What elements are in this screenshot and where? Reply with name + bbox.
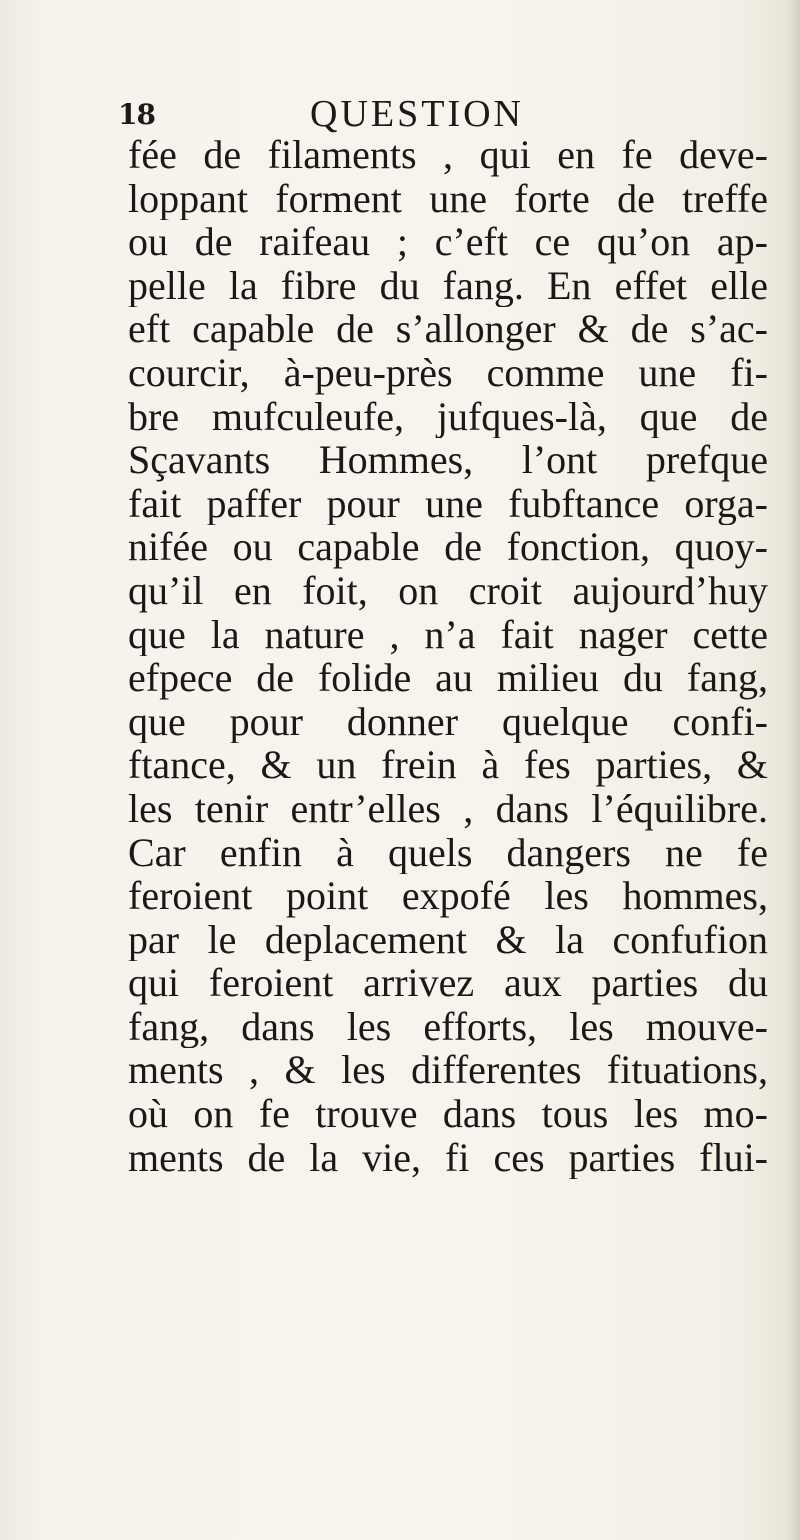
text-line: bre mufculeufe, jufques-là, que de — [128, 394, 768, 439]
text-line: loppant forment une forte de treffe — [128, 176, 768, 221]
text-line: pelle la fibre du fang. En effet elle — [128, 263, 768, 308]
running-head: QUESTION — [310, 93, 524, 135]
text-line: feroient point expofé les hommes, — [128, 874, 768, 918]
text-line: fang, dans les efforts, les mouve- — [128, 1004, 768, 1049]
text-line: eft capable de s’allonger & de s’ac- — [128, 307, 768, 351]
page-number: 18 — [118, 98, 155, 131]
text-line: les tenir entr’elles , dans l’équilibre. — [128, 786, 768, 831]
text-line: fée de filaments , qui en fe deve- — [128, 133, 768, 177]
text-line: qu’il en foit, on croit aujourd’huy — [128, 568, 768, 613]
text-line: fait paffer pour une fubftance orga- — [128, 481, 768, 526]
text-line: ments , & les differentes fituations, — [128, 1048, 768, 1093]
text-line: que la nature , n’a fait nager cette — [128, 612, 768, 657]
text-line: ou de raifeau ; c’eft ce qu’on ap- — [128, 220, 768, 264]
text-line: Sçavants Hommes, l’ont prefque — [128, 438, 768, 482]
text-line: ftance, & un frein à fes parties, & — [128, 743, 768, 787]
text-line: où on fe trouve dans tous les mo- — [128, 1092, 768, 1136]
text-line: ments de la vie, fi ces parties flui- — [128, 1135, 768, 1180]
text-line: qui feroient arrivez aux parties du — [128, 961, 768, 1005]
text-line: que pour donner quelque confi- — [128, 699, 768, 744]
text-line: efpece de folide au milieu du fang, — [128, 656, 768, 700]
page-edge-shadow — [786, 0, 800, 1540]
text-line: nifée ou capable de fonction, quoy- — [128, 525, 768, 569]
text-line: Car enfin à quels dangers ne fe — [128, 830, 768, 875]
text-line: courcir, à-peu-près comme une fi- — [128, 350, 768, 395]
text-line: par le deplacement & la confufion — [128, 917, 768, 962]
body-text — [128, 133, 768, 1179]
